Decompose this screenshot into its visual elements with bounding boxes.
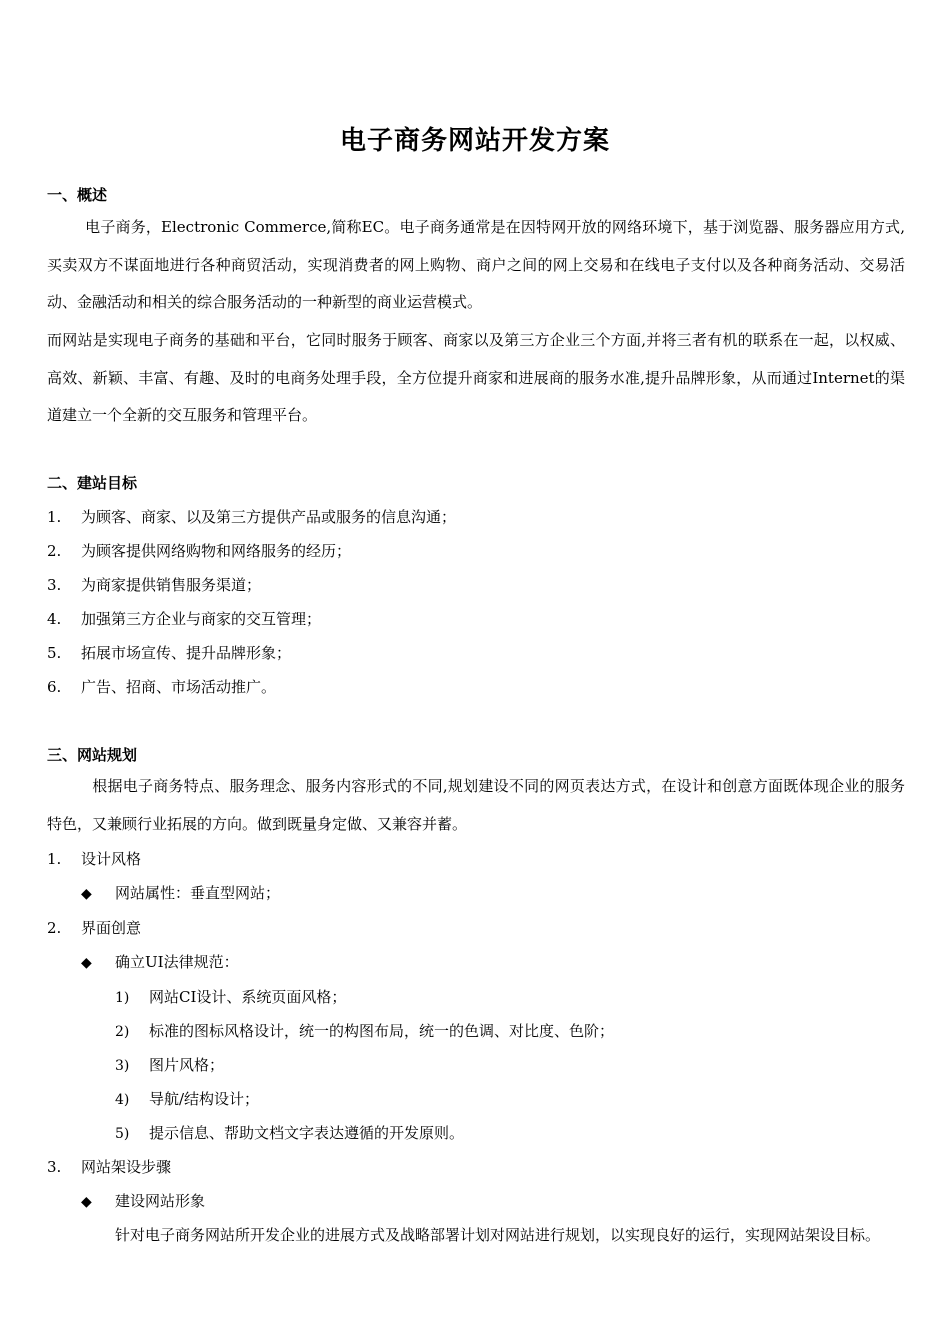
diamond-bullet-icon: ◆ bbox=[81, 955, 92, 971]
goal-item-3 bbox=[47, 575, 261, 595]
goal-item-4 bbox=[47, 609, 321, 629]
ui-spec-number: 1) bbox=[115, 990, 130, 1006]
ui-spec-number: 3) bbox=[115, 1058, 130, 1074]
planning-item-text: 网站架设步骤 bbox=[81, 1158, 172, 1176]
ui-spec-text: 网站CI设计、系统页面风格； bbox=[149, 988, 347, 1006]
ui-spec-item-4 bbox=[115, 1089, 259, 1110]
goal-item-2 bbox=[47, 541, 351, 561]
goal-item-number: 4. bbox=[47, 610, 62, 628]
planning-item-2 bbox=[47, 918, 141, 938]
ui-spec-number: 4) bbox=[115, 1092, 130, 1108]
planning-bullet-text: 网站属性：垂直型网站； bbox=[115, 884, 281, 902]
goal-item-number: 5. bbox=[47, 644, 62, 662]
ui-spec-text: 提示信息、帮助文档文字表达遵循的开发原则。 bbox=[149, 1124, 465, 1142]
goal-item-text: 拓展市场宣传、提升品牌形象； bbox=[81, 644, 292, 662]
planning-item-text: 界面创意 bbox=[81, 919, 142, 937]
goal-item-5 bbox=[47, 643, 291, 663]
planning-paragraph-text: 根据电子商务特点、服务理念、服务内容形式的不同,规划建设不同的网页表达方式，在设计和创意方面既体现企业的服务特色，又兼顾行业拓展的方向。做到既量身定做、又兼容并蓄。 bbox=[47, 777, 905, 833]
goal-item-text: 加强第三方企业与商家的交互管理； bbox=[81, 610, 322, 628]
ui-spec-item-2 bbox=[115, 1021, 614, 1042]
goal-item-text: 为顾客提供网络购物和网络服务的经历； bbox=[81, 542, 352, 560]
goal-item-6 bbox=[47, 677, 276, 697]
site-image-paragraph-text: 针对电子商务网站所开发企业的进展方式及战略部署计划对网站进行规划，以实现良好的运行，实现网站架设目标。 bbox=[115, 1226, 881, 1244]
ui-spec-item-1 bbox=[115, 987, 346, 1008]
site-image-paragraph bbox=[81, 1217, 905, 1255]
planning-bullet-1 bbox=[81, 883, 280, 904]
goal-item-number: 2. bbox=[47, 542, 62, 560]
goal-item-text: 为商家提供销售服务渠道； bbox=[81, 576, 262, 594]
section-heading-goals: 二、建站目标 bbox=[47, 474, 138, 492]
planning-bullet-3 bbox=[81, 1191, 205, 1212]
overview-paragraph-1-text: 电子商务，Electronic Commerce,简称EC。电子商务通常是在因特网开放的网络环境下，基于浏览器、服务器应用方式,买卖双方不谋面地进行各种商贸活动，实现消费者的网上购物、商户之间的网上交易和在线电子支付以及各种商务活动、交易活动、金融活动和相关的综合服务活动的一种新型的商业运营模式。 bbox=[47, 218, 905, 311]
planning-item-number: 2. bbox=[47, 919, 62, 937]
planning-item-number: 1. bbox=[47, 850, 62, 868]
ui-spec-text: 标准的图标风格设计，统一的构图布局，统一的色调、对比度、色阶； bbox=[149, 1022, 615, 1040]
planning-item-text: 设计风格 bbox=[81, 850, 142, 868]
planning-bullet-text: 建设网站形象 bbox=[115, 1192, 206, 1210]
planning-item-1 bbox=[47, 849, 141, 869]
ui-spec-text: 导航/结构设计； bbox=[149, 1090, 260, 1108]
ui-spec-text: 图片风格； bbox=[149, 1056, 225, 1074]
goal-item-number: 6. bbox=[47, 678, 62, 696]
section-heading-overview: 一、概述 bbox=[47, 186, 108, 204]
ui-spec-number: 2) bbox=[115, 1024, 130, 1040]
diamond-bullet-icon: ◆ bbox=[81, 886, 92, 902]
planning-item-3 bbox=[47, 1157, 171, 1177]
diamond-bullet-icon: ◆ bbox=[81, 1194, 92, 1210]
goal-item-number: 1. bbox=[47, 508, 62, 526]
ui-spec-number: 5) bbox=[115, 1126, 130, 1142]
section-heading-planning: 三、网站规划 bbox=[47, 746, 138, 764]
goal-item-text: 广告、招商、市场活动推广。 bbox=[81, 678, 277, 696]
goal-item-number: 3. bbox=[47, 576, 62, 594]
planning-bullet-2 bbox=[81, 952, 239, 973]
planning-item-number: 3. bbox=[47, 1158, 62, 1176]
goal-item-1 bbox=[47, 507, 456, 527]
overview-paragraph-1 bbox=[47, 209, 905, 322]
planning-paragraph bbox=[47, 768, 905, 843]
document-title: 电子商务网站开发方案 bbox=[339, 126, 610, 156]
planning-bullet-text: 确立UI法律规范： bbox=[115, 953, 239, 971]
ui-spec-item-5 bbox=[115, 1123, 464, 1144]
goal-item-text: 为顾客、商家、以及第三方提供产品或服务的信息沟通； bbox=[81, 508, 457, 526]
overview-paragraph-2: 而网站是实现电子商务的基础和平台，它同时服务于顾客、商家以及第三方企业三个方面,并将三者有机的联系在一起，以权威、高效、新颖、丰富、有趣、及时的电商务处理手段，全方位提升商家和进展商的服务水准,提升品牌形象，从而通过Internet的渠道建立一个全新的交互服务和管理平台。 bbox=[47, 331, 905, 424]
ui-spec-item-3 bbox=[115, 1055, 224, 1076]
